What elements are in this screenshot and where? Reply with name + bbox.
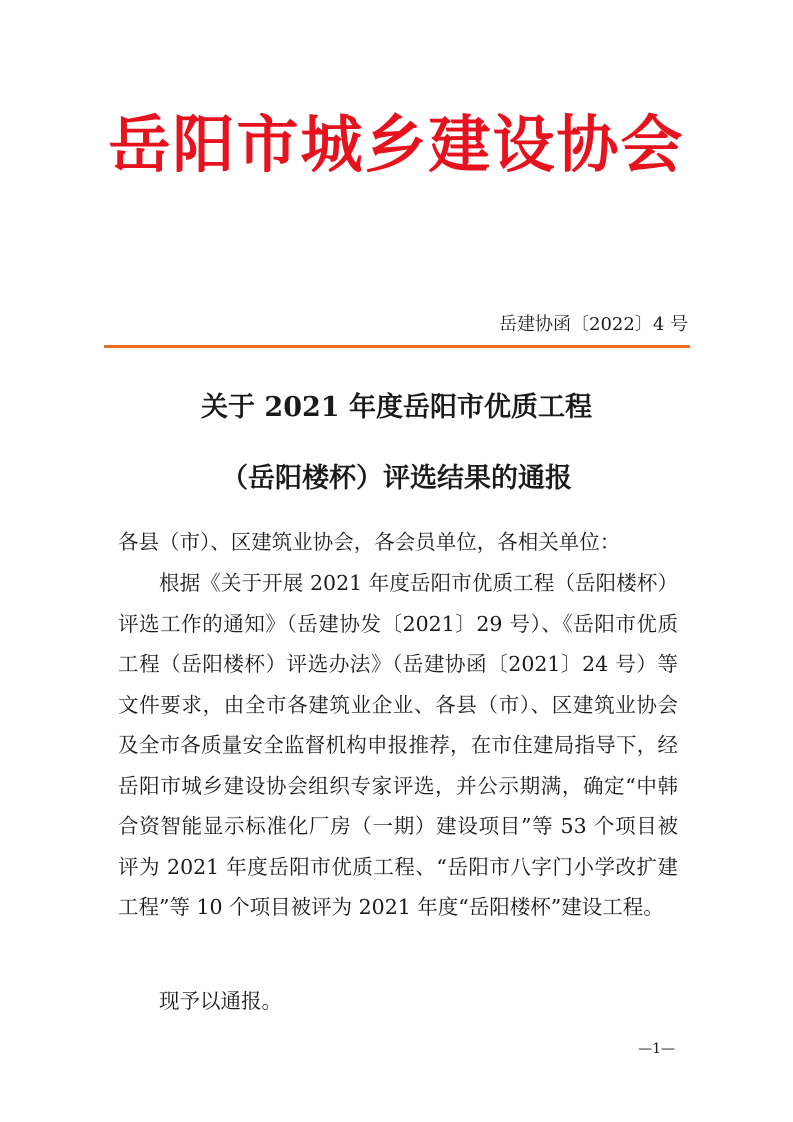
header-divider <box>104 345 690 348</box>
salutation: 各县（市）、区建筑业协会，各会员单位，各相关单位： <box>118 530 621 554</box>
page-number: —1— <box>638 1041 675 1057</box>
body-paragraph: 根据《关于开展 2021 年度岳阳市优质工程（岳阳楼杯）评选工作的通知》（岳建协发〔2021〕29 号）、《岳阳市优质工程（岳阳楼杯）评选办法》（岳建协函〔2021〕24 号）等文件要求，由全市各建筑业企业、各县（市）、区建筑业协会及全市各质量安全监督机构申报推荐，在市住建局指导下，经岳阳市城乡建设协会组织专家评选，并公示期满，确定“中韩合资智能显示标准化厂房（一期）建设项目”等 53 个项目被评为 2021 年度岳阳市优质工程、“岳阳市八字门小学改扩建工程”等 10 个项目被评为 2021 年度“岳阳楼杯”建设工程。 <box>118 571 678 919</box>
document-title-line-1: 关于 2021 年度岳阳市优质工程 <box>201 392 592 423</box>
closing-line: 现予以通报。 <box>159 989 282 1013</box>
document-title-line-2: （岳阳楼杯）评选结果的通报 <box>221 463 572 494</box>
document-number: 岳建协函〔2022〕4 号 <box>499 314 688 335</box>
letterhead-org-name: 岳阳市城乡建设协会 <box>108 108 685 181</box>
